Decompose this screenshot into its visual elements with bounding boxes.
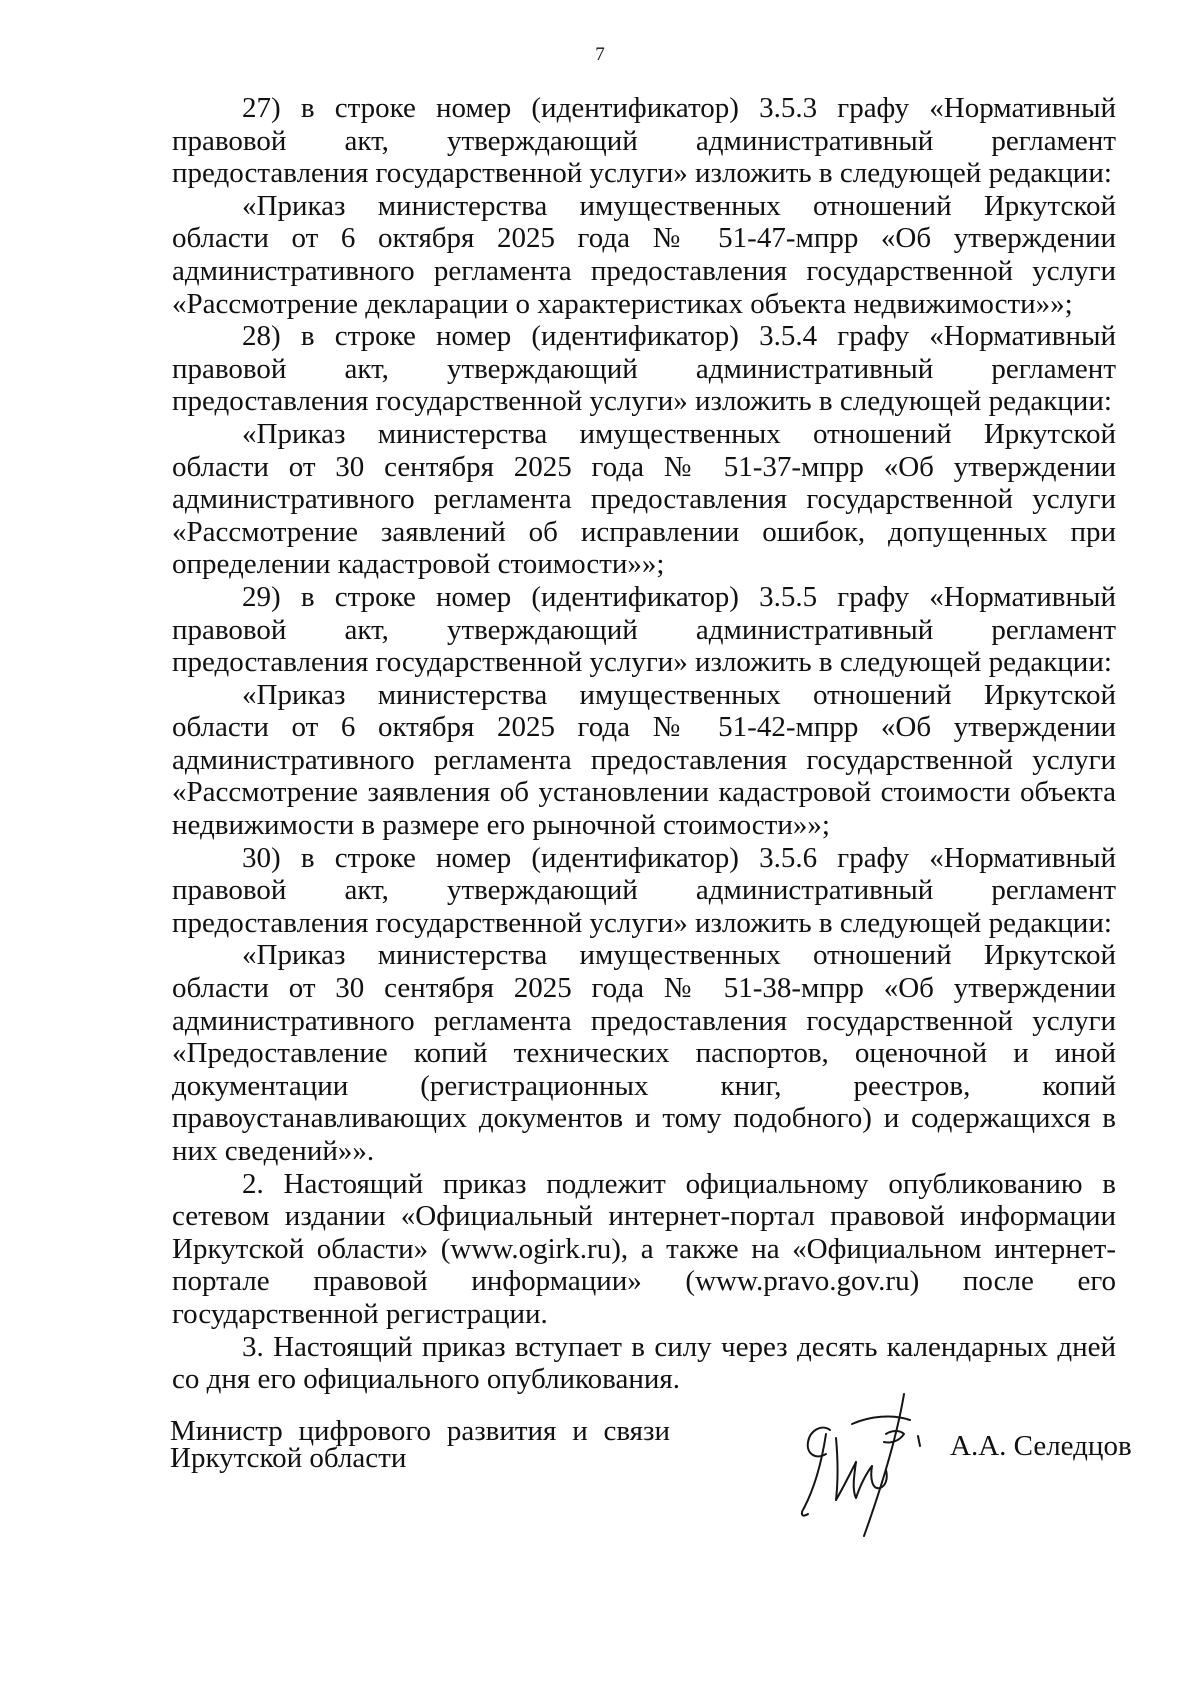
- signer-name: А.А. Селедцов: [950, 1430, 1132, 1462]
- handwritten-signature: [792, 1390, 932, 1540]
- signer-title-line-1: Министр цифрового развития и связи: [170, 1415, 670, 1447]
- paragraph-clause-3: 3. Настоящий приказ вступает в силу через десять календарных дней со дня его официального опубликования.: [172, 1330, 1116, 1396]
- signer-title: [170, 1415, 670, 1474]
- paragraph-item-27: 27) в строке номер (идентификатор) 3.5.3 графу «Нормативный правовой акт, утверждающий административный регламент предоставления государственной услуги» изложить в следующей редакции:: [172, 92, 1116, 190]
- page-number: 7: [595, 44, 605, 65]
- document-body: [172, 92, 1116, 1396]
- paragraph-item-30-text: «Приказ министерства имущественных отношений Иркутской области от 30 сентября 2025 года № 51-38-мпрр «Об утверждении административного регламента предоставления государственной услуги «Предоставление копий технических паспортов, оценочной и иной документации (регистрационных книг, реестров, копий правоустанавливающих документов и тому подобного) и содержащихся в них сведений»».: [172, 939, 1116, 1167]
- signer-title-line-2: Иркутской области: [170, 1442, 407, 1474]
- paragraph-item-30: 30) в строке номер (идентификатор) 3.5.6 графу «Нормативный правовой акт, утверждающий административный регламент предоставления государственной услуги» изложить в следующей редакции:: [172, 841, 1116, 939]
- signature-block: [170, 1415, 1132, 1538]
- paragraph-item-28: 28) в строке номер (идентификатор) 3.5.4 графу «Нормативный правовой акт, утверждающий административный регламент предоставления государственной услуги» изложить в следующей редакции:: [172, 320, 1116, 418]
- paragraph-clause-2: 2. Настоящий приказ подлежит официальному опубликованию в сетевом издании «Официальный интернет-портал правовой информации Иркутской области» (www.ogirk.ru), а также на «Официальном интернет-портале правовой информации» (www.pravo.gov.ru) после его государственной регистрации.: [172, 1167, 1116, 1330]
- paragraph-item-29-text: «Приказ министерства имущественных отношений Иркутской области от 6 октября 2025 года № 51-42-мпрр «Об утверждении административного регламента предоставления государственной услуги «Рассмотрение заявления об установлении кадастровой стоимости объекта недвижимости в размере его рыночной стоимости»»;: [172, 678, 1116, 842]
- paragraph-item-28-text: «Приказ министерства имущественных отношений Иркутской области от 30 сентября 2025 года № 51-37-мпрр «Об утверждении административного регламента предоставления государственной услуги «Рассмотрение заявлений об исправлении ошибок, допущенных при определении кадастровой стоимости»»;: [172, 417, 1116, 581]
- paragraph-item-29: 29) в строке номер (идентификатор) 3.5.5 графу «Нормативный правовой акт, утверждающий административный регламент предоставления государственной услуги» изложить в следующей редакции:: [172, 580, 1116, 679]
- paragraph-item-27-text: «Приказ министерства имущественных отношений Иркутской области от 6 октября 2025 года № 51-47-мпрр «Об утверждении административного регламента предоставления государственной услуги «Рассмотрение декларации о характеристиках объекта недвижимости»»;: [172, 189, 1116, 320]
